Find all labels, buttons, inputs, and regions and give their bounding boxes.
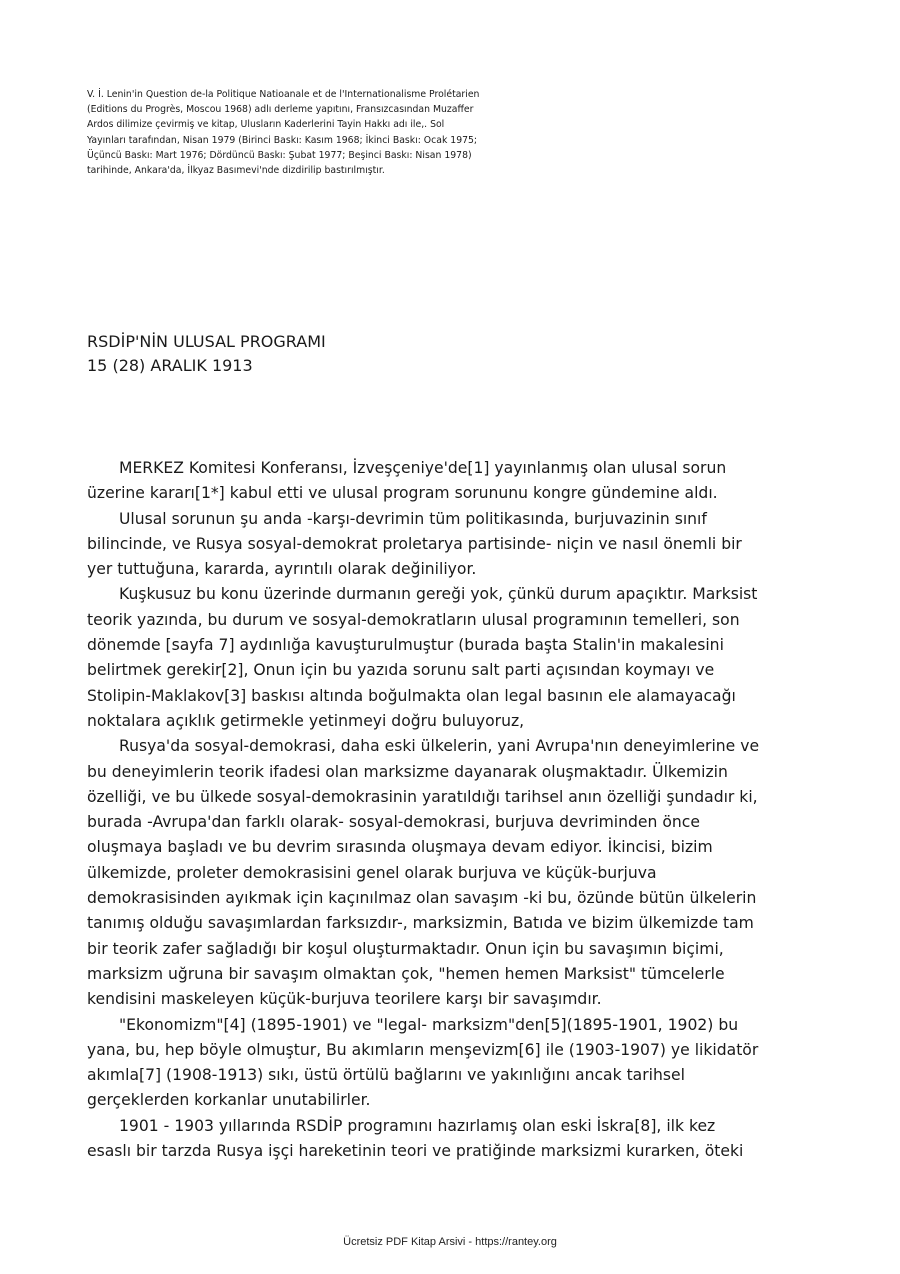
- text-line: noktalara açıklık getirmekle yetinmeyi doğru buluyoruz,: [87, 711, 525, 730]
- text-line: belirtmek gerekir[2], Onun için bu yazıda sorunu salt parti açısından koymayı ve: [87, 661, 715, 680]
- text-line: ülkemizde, proleter demokrasisini genel olarak burjuva ve küçük-burjuva: [87, 863, 657, 882]
- text-line: dönemde [sayfa 7] aydınlığa kavuşturulmuştur (burada başta Stalin'in makalesini: [87, 636, 724, 655]
- text-line: Ulusal sorunun şu anda -karşı-devrimin tüm politikasında, burjuvazinin sınıf: [119, 509, 707, 528]
- text-line: üzerine kararı[1*] kabul etti ve ulusal program sorununu kongre gündemine aldı.: [87, 484, 718, 503]
- text-line: Stolipin-Maklakov[3] baskısı altında boğulmakta olan legal basının ele alamayacağı: [87, 686, 736, 705]
- text-line: marksizm uğruna bir savaşım olmaktan çok, "hemen hemen Marksist" tümcelerle: [87, 964, 725, 983]
- bibliographic-note: [87, 87, 517, 178]
- page-footer: Ücretsiz PDF Kitap Arsivi - https://rantey.org: [343, 1236, 557, 1248]
- paragraph: [87, 1013, 827, 1114]
- text-line: bilincinde, ve Rusya sosyal-demokrat proletarya partisinde- niçin ve nasıl önemli bir: [87, 534, 742, 553]
- text-line: yer tuttuğuna, kararda, ayrıntılı olarak değiniliyor.: [87, 560, 477, 579]
- text-line: teorik yazında, bu durum ve sosyal-demokratların ulusal programının temelleri, son: [87, 610, 740, 629]
- article-title: RSDİP'NİN ULUSAL PROGRAMI: [87, 332, 326, 351]
- text-line: burada -Avrupa'dan farklı olarak- sosyal-demokrasi, burjuva devriminden önce: [87, 813, 700, 832]
- biblio-line: V. İ. Lenin'in Question de-la Politique Natioanale et de l'Internationalisme Prolétarien: [87, 89, 480, 100]
- article-body: [87, 456, 827, 1164]
- biblio-line: Ardos dilimize çevirmiş ve kitap, Ulusların Kaderlerini Tayin Hakkı adı ile,. Sol: [87, 119, 445, 131]
- text-line: "Ekonomizm"[4] (1895-1901) ve "legal- marksizm"den[5](1895-1901, 1902) bu: [119, 1015, 739, 1034]
- paragraph: [87, 1114, 827, 1165]
- text-line: Rusya'da sosyal-demokrasi, daha eski ülkelerin, yani Avrupa'nın deneyimlerine ve: [119, 737, 760, 756]
- paragraph: [87, 734, 827, 1012]
- text-line: gerçeklerden korkanlar unutabilirler.: [87, 1091, 371, 1110]
- biblio-line: tarihinde, Ankara'da, İlkyaz Basımevi'nde dizdirilip bastırılmıştır.: [87, 165, 385, 177]
- article-date: 15 (28) ARALIK 1913: [87, 356, 253, 375]
- text-line: MERKEZ Komitesi Konferansı, İzveşçeniye'de[1] yayınlanmış olan ulusal sorun: [119, 459, 727, 477]
- article-heading: [87, 330, 326, 378]
- text-line: yana, bu, hep böyle olmuştur, Bu akımların menşevizm[6] ile (1903-1907) ye likidatör: [87, 1040, 759, 1059]
- text-line: özelliği, ve bu ülkede sosyal-demokrasinin yaratıldığı tarihsel anın özelliği şundadır ki,: [87, 787, 758, 806]
- biblio-line: Yayınları tarafından, Nisan 1979 (Birinci Baskı: Kasım 1968; İkinci Baskı: Ocak 1975;: [87, 134, 478, 146]
- text-line: 1901 - 1903 yıllarında RSDİP programını hazırlamış olan eski İskra[8], ilk kez: [119, 1116, 716, 1135]
- text-line: akımla[7] (1908-1913) sıkı, üstü örtülü bağlarını ve yakınlığını ancak tarihsel: [87, 1066, 685, 1085]
- text-line: bu deneyimlerin teorik ifadesi olan marksizme dayanarak oluşmaktadır. Ülkemizin: [87, 762, 728, 781]
- text-line: bir teorik zafer sağladığı bir koşul oluşturmaktadır. Onun için bu savaşımın biçimi,: [87, 939, 724, 958]
- text-line: esaslı bir tarzda Rusya işçi hareketinin teori ve pratiğinde marksizmi kurarken, öteki: [87, 1142, 744, 1161]
- biblio-line: (Editions du Progrès, Moscou 1968) adlı derleme yapıtını, Fransızcasından Muzaffer: [87, 104, 474, 116]
- text-line: demokrasisinden ayıkmak için kaçınılmaz olan savaşım -ki bu, özünde bütün ülkelerin: [87, 889, 757, 908]
- paragraph: [87, 507, 827, 583]
- text-line: tanımış olduğu savaşımlardan farksızdır-, marksizmin, Batıda ve bizim ülkemizde tam: [87, 914, 754, 933]
- paragraph: [87, 456, 827, 507]
- text-line: Kuşkusuz bu konu üzerinde durmanın gereği yok, çünkü durum apaçıktır. Marksist: [119, 585, 758, 604]
- biblio-line: Üçüncü Baskı: Mart 1976; Dördüncü Baskı: Şubat 1977; Beşinci Baskı: Nisan 1978): [87, 149, 472, 161]
- text-line: oluşmaya başladı ve bu devrim sırasında oluşmaya devam ediyor. İkincisi, bizim: [87, 838, 713, 857]
- paragraph: [87, 582, 827, 734]
- text-line: kendisini maskeleyen küçük-burjuva teorilere karşı bir savaşımdır.: [87, 990, 602, 1009]
